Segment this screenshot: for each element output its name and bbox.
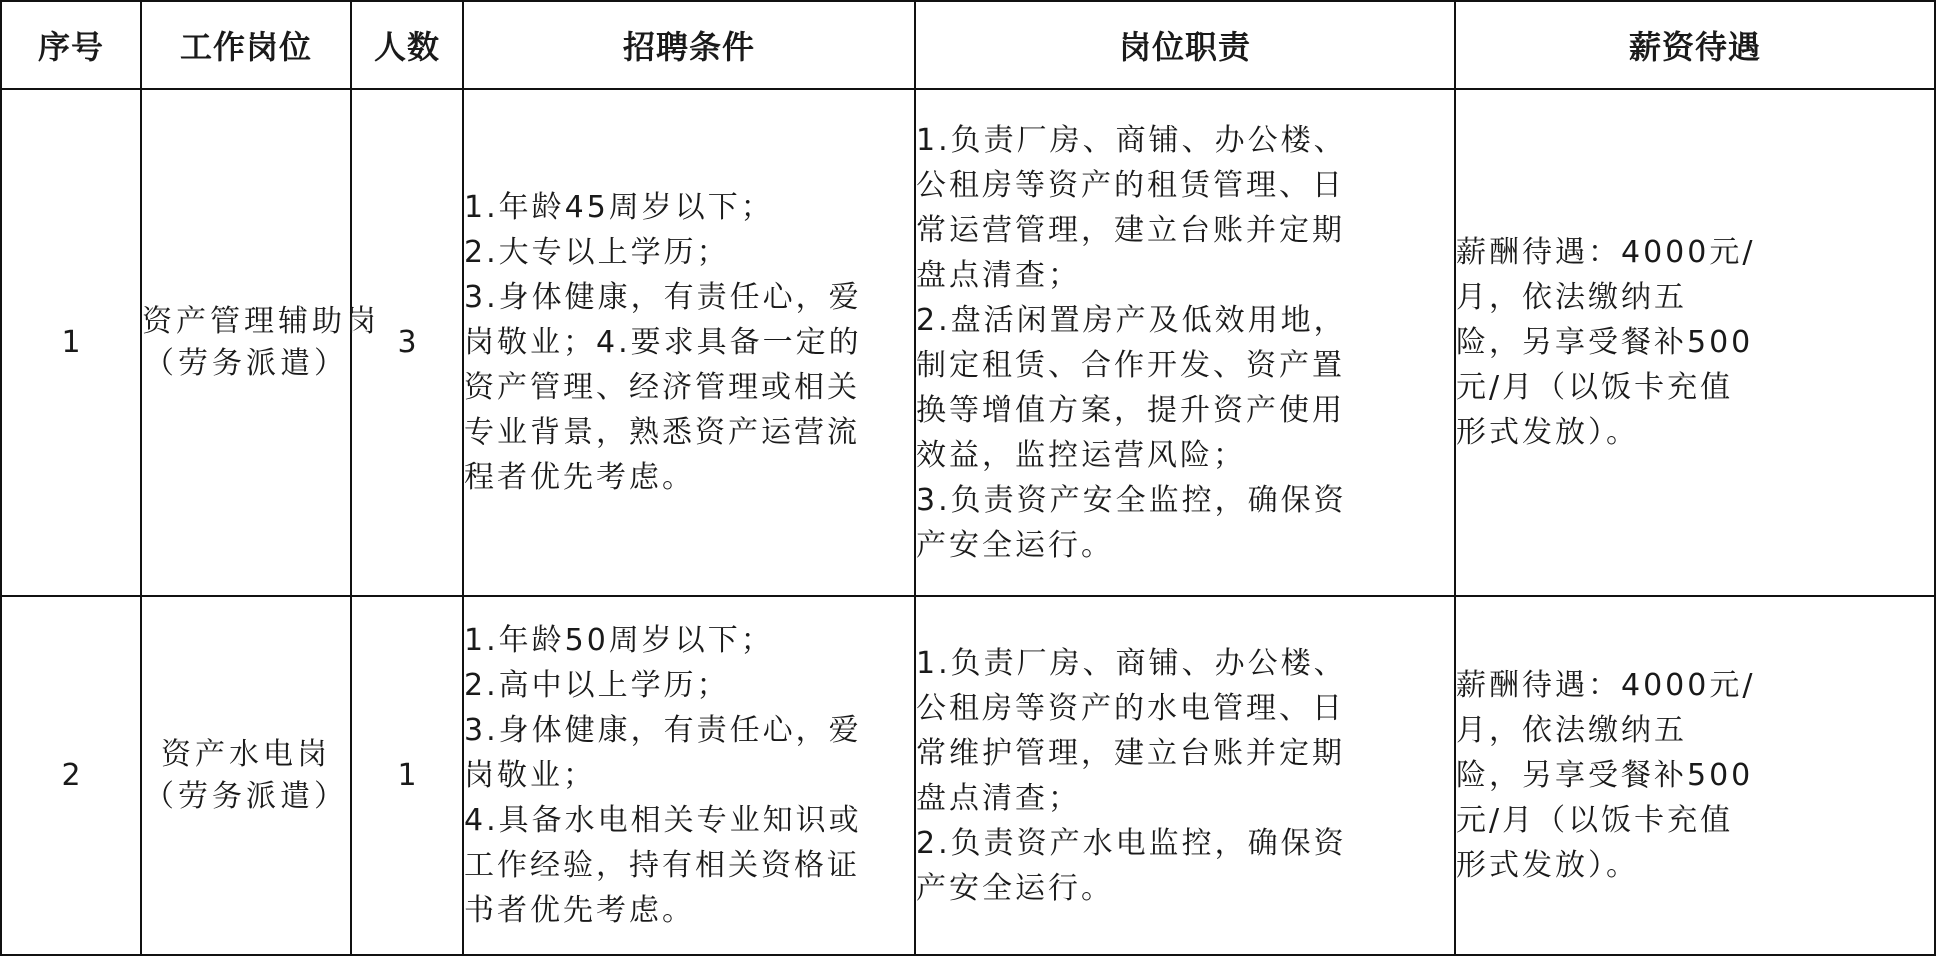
header-requirements: 招聘条件 <box>463 1 915 89</box>
salary-line: 薪酬待遇：4000元/ <box>1456 668 1756 703</box>
header-salary: 薪资待遇 <box>1455 1 1935 89</box>
duty-line: 常维护管理，建立台账并定期 <box>916 735 1345 771</box>
position-type: （劳务派遣） <box>144 345 348 381</box>
cell-duties <box>915 596 1455 955</box>
requirement-line: 1.年龄45周岁以下； <box>464 190 774 225</box>
duty-line: 换等增值方案，提升资产使用 <box>916 392 1345 428</box>
duty-line: 公租房等资产的租赁管理、日 <box>916 167 1345 203</box>
duty-line: 常运营管理，建立台账并定期 <box>916 212 1345 248</box>
salary-line: 险，另享受餐补500 <box>1456 325 1754 360</box>
salary-line: 险，另享受餐补500 <box>1456 758 1754 793</box>
cell-duties <box>915 89 1455 596</box>
requirement-line: 专业背景，熟悉资产运营流 <box>464 415 860 450</box>
requirement-line: 书者优先考虑。 <box>464 893 695 928</box>
position-name: 资产水电岗 <box>161 736 331 772</box>
header-seq: 序号 <box>1 1 141 89</box>
salary-line: 月，依法缴纳五 <box>1456 713 1687 748</box>
cell-count: 1 <box>351 596 463 955</box>
cell-requirements <box>463 89 915 596</box>
duty-line: 3.负责资产安全监控，确保资 <box>916 482 1347 518</box>
requirement-line: 岗敬业；4.要求具备一定的 <box>464 325 862 360</box>
requirement-line: 3.身体健康，有责任心，爱 <box>464 713 862 748</box>
cell-position <box>141 89 380 596</box>
duty-line: 2.负责资产水电监控，确保资 <box>916 825 1347 861</box>
salary-line: 形式发放）。 <box>1456 415 1639 450</box>
header-row <box>1 1 1935 89</box>
duty-line: 1.负责厂房、商铺、办公楼、 <box>916 122 1347 158</box>
requirement-line: 1.年龄50周岁以下； <box>464 623 774 658</box>
position-type: （劳务派遣） <box>144 778 348 814</box>
table-row <box>1 89 1935 596</box>
salary-line: 元/月（以饭卡充值 <box>1456 803 1734 838</box>
requirement-line: 岗敬业； <box>464 758 596 793</box>
requirement-line: 工作经验，持有相关资格证 <box>464 848 860 883</box>
duty-line: 产安全运行。 <box>916 870 1114 906</box>
salary-line: 月，依法缴纳五 <box>1456 280 1687 315</box>
salary-line: 薪酬待遇：4000元/ <box>1456 235 1756 270</box>
cell-seq: 2 <box>1 596 141 955</box>
cell-requirements <box>463 596 915 955</box>
duty-line: 产安全运行。 <box>916 527 1114 563</box>
header-count: 人数 <box>351 1 463 89</box>
cell-salary <box>1455 596 1935 955</box>
requirement-line: 4.具备水电相关专业知识或 <box>464 803 862 838</box>
cell-count: 3 <box>351 89 463 596</box>
requirement-line: 资产管理、经济管理或相关 <box>464 370 860 405</box>
cell-seq: 1 <box>1 89 141 596</box>
header-position: 工作岗位 <box>141 1 351 89</box>
duty-line: 1.负责厂房、商铺、办公楼、 <box>916 645 1347 681</box>
table-row <box>1 596 1935 955</box>
header-duties: 岗位职责 <box>915 1 1455 89</box>
duty-line: 制定租赁、合作开发、资产置 <box>916 347 1345 383</box>
duty-line: 盘点清查； <box>916 257 1081 293</box>
duty-line: 公租房等资产的水电管理、日 <box>916 690 1345 726</box>
position-name: 资产管理辅助岗 <box>142 303 380 339</box>
salary-line: 元/月（以饭卡充值 <box>1456 370 1734 405</box>
salary-line: 形式发放）。 <box>1456 848 1639 883</box>
cell-position <box>141 596 351 955</box>
requirement-line: 2.大专以上学历； <box>464 235 730 270</box>
duty-line: 盘点清查； <box>916 780 1081 816</box>
requirement-line: 2.高中以上学历； <box>464 668 730 703</box>
cell-salary <box>1455 89 1935 596</box>
duty-line: 2.盘活闲置房产及低效用地， <box>916 302 1347 338</box>
requirement-line: 程者优先考虑。 <box>464 460 695 495</box>
duty-line: 效益，监控运营风险； <box>916 437 1246 473</box>
requirement-line: 3.身体健康，有责任心，爱 <box>464 280 862 315</box>
